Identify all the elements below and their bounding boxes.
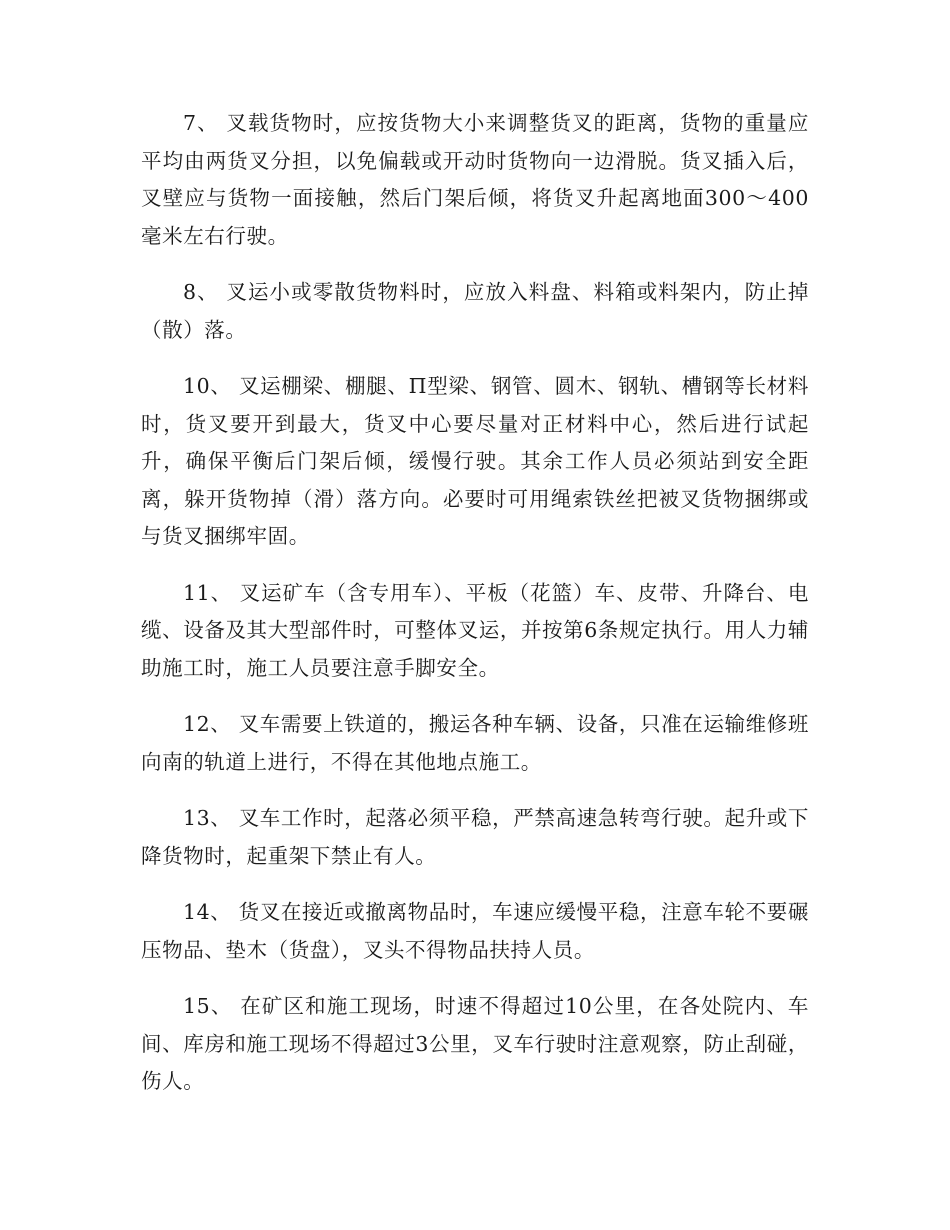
item-number: 12、 [183,712,232,736]
paragraph-15 [141,988,809,1101]
item-number: 14、 [183,900,232,924]
item-number: 10、 [183,374,232,398]
paragraph-10 [141,368,809,556]
item-number: 7、 [183,111,219,135]
paragraph-8 [141,274,809,349]
item-number: 15、 [183,994,233,1018]
item-number: 8、 [183,280,219,304]
paragraph-11 [141,575,809,688]
item-text: 叉运小或零散货物料时，应放入料盘、料箱或料架内，防止掉（散）落。 [141,280,809,342]
item-text: 叉运矿车（含专用车）、平板（花篮）车、皮带、升降台、电缆、设备及其大型部件时，可整体叉运，并按第6条规定执行。用人力辅助施工时，施工人员要注意手脚安全。 [141,580,809,680]
item-text: 叉载货物时，应按货物大小来调整货叉的距离，货物的重量应平均由两货叉分担，以免偏载或开动时货物向一边滑脱。货叉插入后，叉壁应与货物一面接触，然后门架后倾，将货叉升起离地面300～400毫米左右行驶。 [141,111,809,248]
document-body [141,105,809,1120]
paragraph-12 [141,706,809,781]
item-text: 叉车需要上铁道的，搬运各种车辆、设备，只准在运输维修班向南的轨道上进行，不得在其他地点施工。 [141,712,809,774]
item-text: 在矿区和施工现场，时速不得超过10公里，在各处院内、车间、库房和施工现场不得超过3公里，叉车行驶时注意观察，防止刮碰，伤人。 [141,994,809,1093]
paragraph-14 [141,894,809,969]
item-number: 13、 [183,806,232,830]
item-text: 叉车工作时，起落必须平稳，严禁高速急转弯行驶。起升或下降货物时，起重架下禁止有人。 [141,806,809,868]
item-text: 货叉在接近或撤离物品时，车速应缓慢平稳，注意车轮不要碾压物品、垫木（货盘），叉头不得物品扶持人员。 [141,900,809,962]
item-text: 叉运棚梁、棚腿、Π型梁、钢管、圆木、钢轨、槽钢等长材料时，货叉要开到最大，货叉中心要尽量对正材料中心，然后进行试起升，确保平衡后门架后倾，缓慢行驶。其余工作人员必须站到安全距离，躲开货物掉（滑）落方向。必要时可用绳索铁丝把被叉货物捆绑或与货叉捆绑牢固。 [141,374,809,548]
paragraph-7 [141,105,809,255]
item-number: 11、 [183,580,233,605]
paragraph-13 [141,800,809,875]
